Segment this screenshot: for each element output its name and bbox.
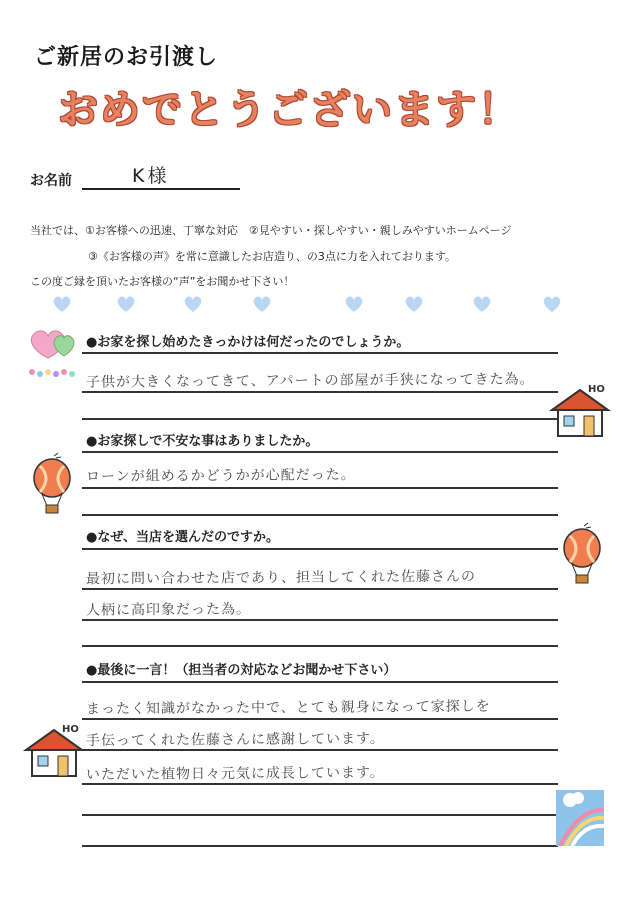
question-2: ●お家探しで不安な事はありましたか。 <box>86 434 319 449</box>
answer-4-line-1: まったく知識がなかった中で、とても親身になって家探しを <box>85 698 491 718</box>
answer-line <box>82 588 558 590</box>
heart-icon <box>254 297 271 312</box>
question-1: ●お家を探し始めたきっかけは何だったのでしょうか。 <box>86 335 410 350</box>
answer-line <box>82 514 558 516</box>
heart-icon <box>474 297 491 312</box>
answer-line <box>82 749 558 751</box>
heart-icon <box>406 297 423 312</box>
answer-line <box>82 418 558 420</box>
answer-3-line-2: 人柄に高印象だった為。 <box>85 601 252 619</box>
intro-line-1: 当社では、①お客様への迅速、丁寧な対応 ②見やすい・探しやすい・親しみやすいホームページ <box>30 224 512 237</box>
answer-line <box>82 814 558 816</box>
question-3: ●なぜ、当店を選んだのですか。 <box>86 530 279 545</box>
answer-line <box>82 451 558 453</box>
intro-line-2: ③《お客様の声》を常に意識したお店造り、の3点に力を入れております。 <box>88 250 456 263</box>
name-underline <box>82 188 240 190</box>
answer-2-line-1: ローンが組めるかどうかが心配だった。 <box>85 467 356 485</box>
answer-3-line-1: 最初に問い合わせた店であり、担当してくれた佐藤さんの <box>85 568 477 588</box>
hearts-row <box>0 290 636 320</box>
answer-line <box>82 718 558 720</box>
answer-line <box>82 783 558 785</box>
answer-line <box>82 645 558 647</box>
heart-icon <box>544 297 561 312</box>
question-4: ●最後に一言！（担当者の対応などお聞かせ下さい） <box>86 663 397 678</box>
page-subtitle: ご新居のお引渡し <box>34 45 219 70</box>
heart-icon <box>118 297 135 312</box>
answer-line <box>82 845 558 847</box>
answer-line <box>82 352 558 354</box>
heart-bouquet-icon <box>26 322 82 380</box>
answer-4-line-3: いただいた植物日々元気に成長しています。 <box>85 764 385 784</box>
house-icon <box>548 382 614 442</box>
intro-line-3: この度ご縁を頂いたお客様の“声”をお聞かせ下さい！ <box>30 275 295 288</box>
hot-air-balloon-icon <box>558 522 610 586</box>
answer-line <box>82 548 558 550</box>
page-title: おめでとうございます！ <box>58 87 520 133</box>
name-value: K様 <box>132 165 170 187</box>
answer-line <box>82 391 558 393</box>
house-icon <box>22 722 88 782</box>
answer-line <box>82 619 558 621</box>
name-label: お名前 <box>30 173 72 189</box>
heart-icon <box>185 297 202 312</box>
house-sign-text: HO <box>62 724 79 735</box>
heart-icon <box>54 297 71 312</box>
answer-4-line-2: 手伝ってくれた佐藤さんに感謝しています。 <box>85 730 385 750</box>
answer-line <box>82 487 558 489</box>
hot-air-balloon-icon <box>28 452 80 516</box>
house-sign-text: HO <box>588 384 605 395</box>
answer-1-line-1: 子供が大きくなってきて、アパートの部屋が手狭になってきた為。 <box>85 371 535 391</box>
answer-line <box>82 681 558 683</box>
rainbow-icon <box>556 790 604 846</box>
heart-icon <box>346 297 363 312</box>
